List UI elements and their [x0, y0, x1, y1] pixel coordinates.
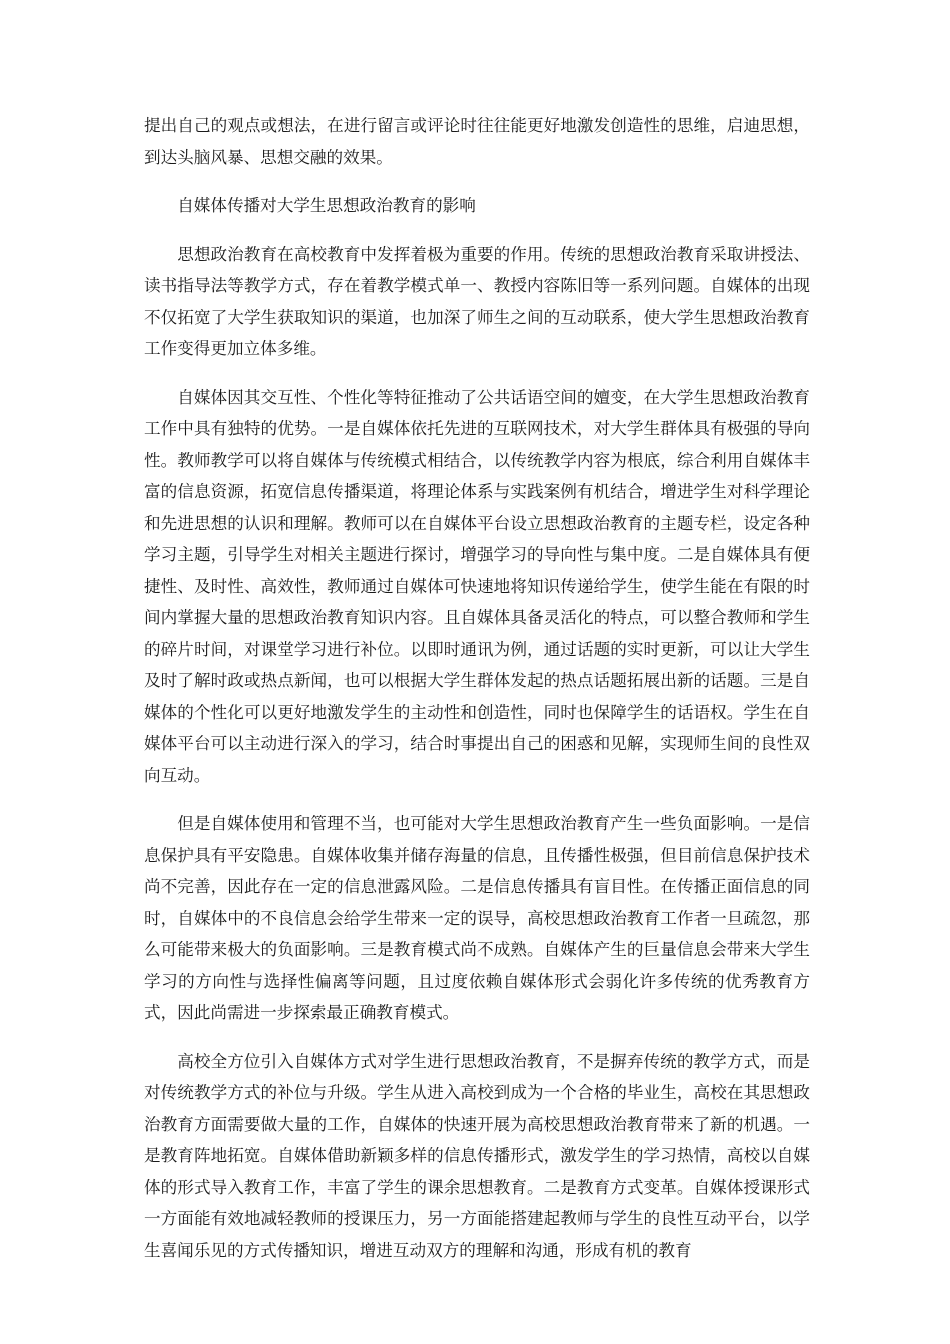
paragraph: 自媒体因其交互性、个性化等特征推动了公共话语空间的嬗变，在大学生思想政治教育工作中具有独特的优势。一是自媒体依托先进的互联网技术，对大学生群体具有极强的导向性。教师教学可以将自媒体与传统模式相结合，以传统教学内容为根底，综合利用自媒体丰富的信息资源，拓宽信息传播渠道，将理论体系与实践案例有机结合，增进学生对科学理论和先进思想的认识和理解。教师可以在自媒体平台设立思想政治教育的主题专栏，设定各种学习主题，引导学生对相关主题进行探讨，增强学习的导向性与集中度。二是自媒体具有便捷性、及时性、高效性，教师通过自媒体可快速地将知识传递给学生，使学生能在有限的时间内掌握大量的思想政治教育知识内容。且自媒体具备灵活化的特点，可以整合教师和学生的碎片时间，对课堂学习进行补位。以即时通讯为例，通过话题的实时更新，可以让大学生及时了解时政或热点新闻，也可以根据大学生群体发起的热点话题拓展出新的话题。三是自媒体的个性化可以更好地激发学生的主动性和创造性，同时也保障学生的话语权。学生在自媒体平台可以主动进行深入的学习，结合时事提出自己的困惑和见解，实现师生间的良性双向互动。 [144, 387, 810, 785]
paragraph: 思想政治教育在高校教育中发挥着极为重要的作用。传统的思想政治教育采取讲授法、读书指导法等教学方式，存在着教学模式单一、教授内容陈旧等一系列问题。自媒体的出现不仅拓宽了大学生获取知识的渠道，也加深了师生之间的互动联系，使大学生思想政治教育工作变得更加立体多维。 [144, 244, 810, 358]
paragraph-continuation: 提出自己的观点或想法，在进行留言或评论时往往能更好地激发创造性的思维，启迪思想，到达头脑风暴、思想交融的效果。 [144, 116, 810, 167]
section-heading: 自媒体传播对大学生思想政治教育的影响 [177, 196, 476, 215]
paragraph: 但是自媒体使用和管理不当，也可能对大学生思想政治教育产生一些负面影响。一是信息保护具有平安隐患。自媒体收集并储存海量的信息，且传播性极强，但目前信息保护技术尚不完善，因此存在一定的信息泄露风险。二是信息传播具有盲目性。在传播正面信息的同时，自媒体中的不良信息会给学生带来一定的误导，高校思想政治教育工作者一旦疏忽，那么可能带来极大的负面影响。三是教育模式尚不成熟。自媒体产生的巨量信息会带来大学生学习的方向性与选择性偏离等问题，且过度依赖自媒体形式会弱化许多传统的优秀教育方式，因此尚需进一步探索最正确教育模式。 [144, 814, 810, 1022]
document-body [144, 110, 810, 1283]
paragraph: 高校全方位引入自媒体方式对学生进行思想政治教育，不是摒弃传统的教学方式，而是对传统教学方式的补位与升级。学生从进入高校到成为一个合格的毕业生，高校在其思想政治教育方面需要做大量的工作，自媒体的快速开展为高校思想政治教育带来了新的机遇。一是教育阵地拓宽。自媒体借助新颖多样的信息传播形式，激发学生的学习热情，高校以自媒体的形式导入教育工作，丰富了学生的课余思想教育。二是教育方式变革。自媒体授课形式一方面能有效地减轻教师的授课压力，另一方面能搭建起教师与学生的良性互动平台，以学生喜闻乐见的方式传播知识，增进互动双方的理解和沟通，形成有机的教育 [144, 1051, 810, 1260]
